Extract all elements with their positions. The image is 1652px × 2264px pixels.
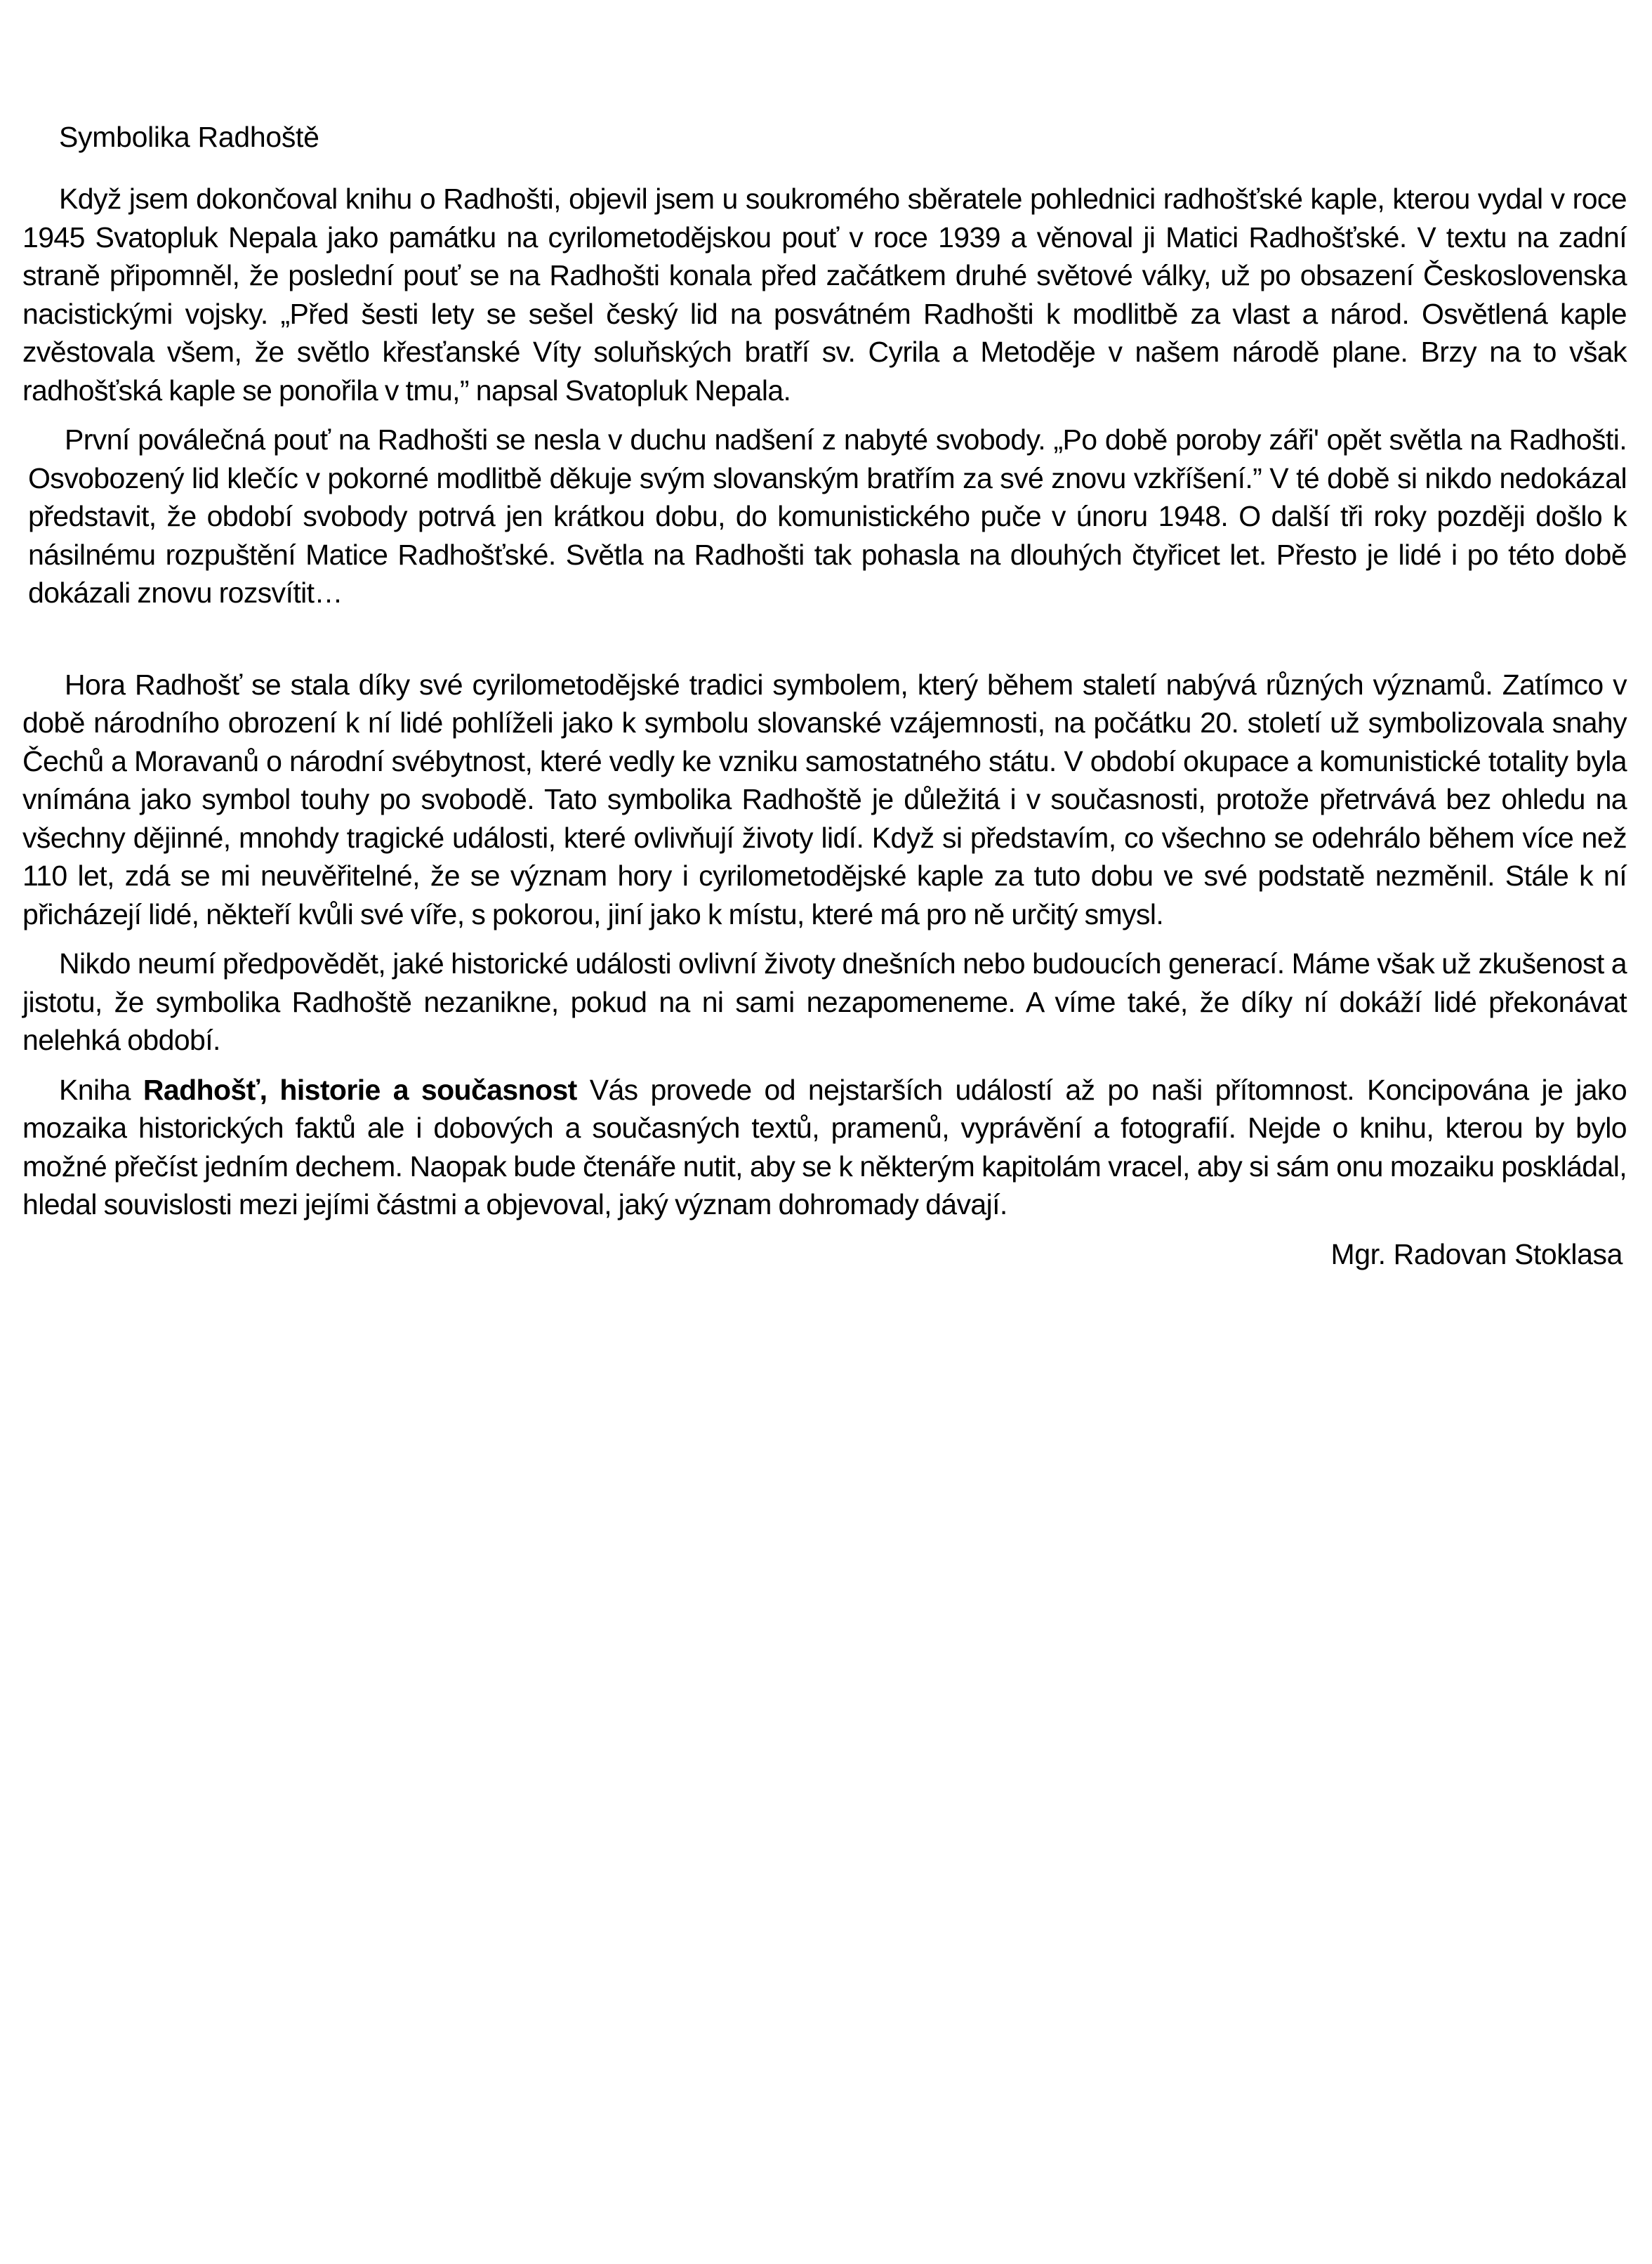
document-title: Symbolika Radhoště (59, 121, 319, 153)
document-page (22, 118, 1627, 1273)
book-title: Radhošť, historie a současnost (143, 1073, 577, 1106)
book-intro-suffix: Vás provede od nejstarších událostí až po naši přítomnost. Koncipována je jako mozaika historických faktů ale i dobových a současných textů, pramenů, vyprávění a fotografií. Nejde o knihu, kterou by bylo možné přečíst jedním dechem. Naopak bude čtenáře nutit, aby se k některým kapitolám vracel, aby si sám onu mozaiku poskládal, hledal souvislosti mezi jejími částmi a objevoval, jaký význam dohromady dávají. (22, 1073, 1627, 1220)
paragraph-future: Nikdo neumí předpovědět, jaké historické události ovlivní životy dnešních nebo budoucích generací. Máme však už zkušenost a jistotu, že symbolika Radhoště nezanikne, pokud na ni sami nezapomeneme. A víme také, že díky ní dokáží lidé překonávat nelehká období. (22, 947, 1627, 1056)
paragraph-postcard-story: Když jsem dokončoval knihu o Radhošti, objevil jsem u soukromého sběratele pohlednici radhošťské kaple, kterou vydal v roce 1945 Svatopluk Nepala jako památku na cyrilometodějskou pouť v roce 1939 a věnoval ji Matici Radhošťské. V textu na zadní straně připomněl, že poslední pouť se na Radhošti konala před začátkem druhé světové války, už po obsazení Československa nacistickými vojsky. „Před šesti lety se sešel český lid na posvátném Radhošti k modlitbě za vlast a národ. Osvětlená kaple zvěstovala všem, že světlo křesťanské Víty soluňských bratří sv. Cyrila a Metoděje v našem národě plane. Brzy na to však radhošťská kaple se ponořila v tmu,” napsal Svatopluk Nepala. (22, 183, 1627, 407)
book-intro-prefix: Kniha (59, 1073, 143, 1106)
author-signature: Mgr. Radovan Stoklasa (1330, 1237, 1623, 1270)
paragraph-book-intro (22, 1071, 1627, 1224)
paragraph-postwar-pilgrimage: První poválečná pouť na Radhošti se nesla v duchu nadšení z nabyté svobody. „Po době poroby záři' opět světla na Radhošti. Osvobozený lid klečíc v pokorné modlitbě děkuje svým slovanským bratřím za své znovu vzkříšení.” V té době si nikdo nedokázal představit, že období svobody potrvá jen krátkou dobu, do komunistického puče v únoru 1948. O další tři roky později došlo k násilnému rozpuštění Matice Radhošťské. Světla na Radhošti tak pohasla na dlouhých čtyřicet let. Přesto je lidé i po této době dokázali znovu rozsvítit… (28, 423, 1627, 609)
paragraph-symbolism: Hora Radhošť se stala díky své cyrilometodějské tradici symbolem, který během staletí nabývá různých významů. Zatímco v době národního obrození k ní lidé pohlíželi jako k symbolu slovanské vzájemnosti, na počátku 20. století už symbolizovala snahy Čechů a Moravanů o národní svébytnost, které vedly ke vzniku samostatného státu. V období okupace a komunistické totality byla vnímána jako symbol touhy po svobodě. Tato symbolika Radhoště je důležitá i v současnosti, protože přetrvává bez ohledu na všechny dějinné, mnohdy tragické události, které ovlivňují životy lidí. Když si představím, co všechno se odehrálo během více než 110 let, zdá se mi neuvěřitelné, že se význam hory i cyrilometodějské kaple za tuto dobu ve své podstatě nezměnil. Stále k ní přicházejí lidé, někteří kvůli své víře, s pokorou, jiní jako k místu, které má pro ně určitý smysl. (22, 668, 1627, 930)
